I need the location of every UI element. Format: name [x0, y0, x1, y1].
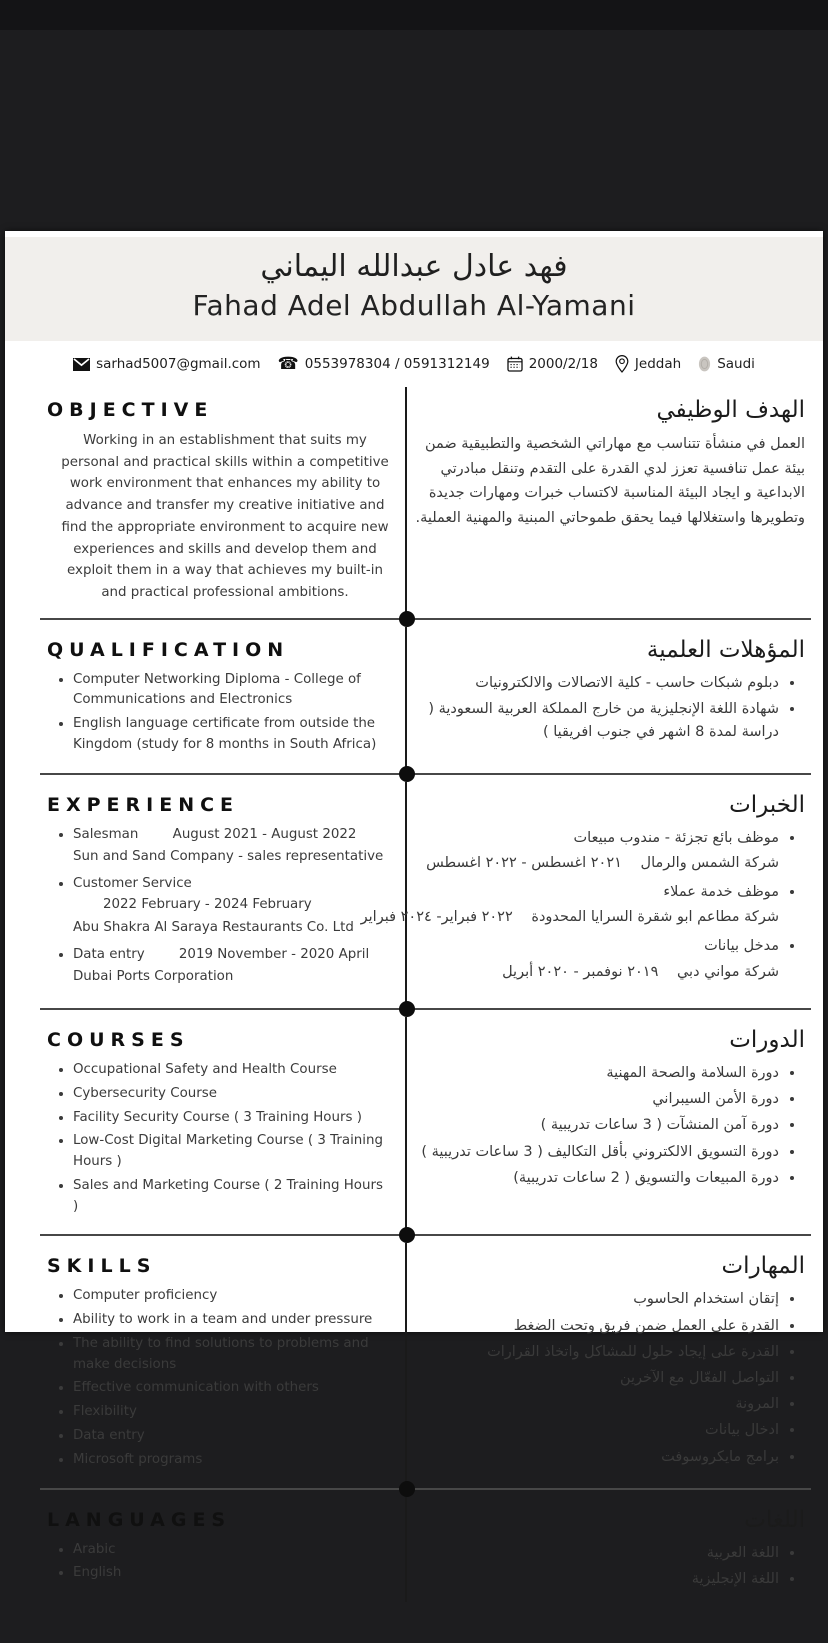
divider-dot [399, 1001, 415, 1017]
experience-title-en: EXPERIENCE [47, 793, 240, 816]
experience-role: Salesman [73, 826, 139, 842]
name-header-band [5, 237, 823, 341]
experience-date: ٢٠٢١ اغسطس - ٢٠٢٢ اغسطس [426, 854, 622, 871]
skills-title-en: SKILLS [47, 1255, 157, 1278]
skill-item: • القدرة على إيجاد حلول للمشاكل واتخاذ القرارات [415, 1341, 779, 1364]
objective-title-en: OBJECTIVE [47, 399, 214, 421]
languages-arabic [407, 1497, 823, 1602]
objective-title-ar: الهدف الوظيفي [656, 397, 805, 423]
contact-row [5, 341, 823, 387]
resume-page [5, 231, 823, 1587]
language-item: • English [73, 1563, 391, 1584]
contact-birthdate [507, 356, 598, 372]
section-experience [5, 782, 823, 1002]
skill-item: • التواصل الفعّال مع الآخرين [415, 1367, 779, 1390]
languages-title-en: LANGUAGES [47, 1508, 232, 1531]
divider-line [40, 1234, 811, 1236]
candidate-name-english: Fahad Adel Abdullah Al-Yamani [192, 288, 636, 322]
viewer-dark-background [0, 0, 828, 30]
experience-date: ٢٠٢٢ فبراير- ٢٠٢٤ فبراير [360, 909, 513, 926]
experience-company: Dubai Ports Corporation [73, 969, 234, 985]
section-divider [5, 1002, 823, 1017]
section-divider [5, 1482, 823, 1497]
experience-item [415, 827, 779, 875]
section-divider [5, 612, 823, 627]
course-item: • دورة السلامة والصحة المهنية [415, 1062, 779, 1085]
section-divider [5, 767, 823, 782]
course-item: • دورة التسويق الالكتروني بأقل التكاليف ( 3 ساعات تدريبية ) [415, 1141, 779, 1164]
skill-item: • ادخال بيانات [415, 1419, 779, 1442]
contact-phone-value: 0553978304 / 0591312149 [304, 356, 490, 372]
experience-role: Customer Service [73, 876, 192, 892]
skill-item: • Effective communication with others [73, 1378, 391, 1399]
contact-location [615, 355, 681, 373]
qualification-item: • Computer Networking Diploma - College of Communications and Electronics [73, 670, 391, 712]
courses-arabic [407, 1017, 823, 1228]
fingerprint-icon [698, 356, 711, 372]
course-item: • دورة آمن المنشآت ( 3 ساعات تدريبية ) [415, 1114, 779, 1137]
qualification-item: • English language certificate from outside the Kingdom (study for 8 months in South Africa) [73, 714, 391, 756]
qualification-arabic [407, 627, 823, 767]
contact-phone [277, 353, 490, 374]
skill-item: • إتقان استخدام الحاسوب [415, 1288, 779, 1311]
divider-dot [399, 1227, 415, 1243]
courses-title-ar: الدورات [729, 1027, 805, 1054]
experience-role: • موظف بائع تجزئة - مندوب مبيعات [573, 829, 779, 846]
candidate-name-arabic: فهد عادل عبدالله اليماني [260, 249, 568, 284]
skill-item: • Ability to work in a team and under pressure [73, 1310, 391, 1331]
language-item: • اللغة العربية [415, 1542, 779, 1565]
course-item: • دورة المبيعات والتسويق ( 2 ساعات تدريبية) [415, 1167, 779, 1190]
courses-title-en: COURSES [47, 1029, 190, 1052]
skill-item: • Microsoft programs [73, 1450, 391, 1471]
skills-arabic [407, 1243, 823, 1481]
experience-list-ar [360, 827, 805, 984]
course-item: • دورة الأمن السيبراني [415, 1088, 779, 1111]
skill-item: • Data entry [73, 1426, 391, 1447]
section-qualification [5, 627, 823, 767]
objective-arabic [407, 387, 823, 612]
experience-english [5, 782, 407, 1002]
skills-list-ar [415, 1288, 805, 1468]
section-objective [5, 387, 823, 612]
objective-text-ar: العمل في منشأة تتناسب مع مهاراتي الشخصية والتطبيقية ضمن بيئة عمل تنافسية تعزز لدي القدرة على التقدم وتنقل مبادرتي الابداعية و ايجاد البيئة المناسبة لاكتساب خبرات ومهارات جديدة وتطويرها واستغلالها فيما يحقق طموحاتي المبنية والمهنية العملية. [415, 436, 805, 526]
experience-role: • مدخل بيانات [704, 938, 779, 955]
languages-list-ar [415, 1542, 805, 1591]
section-skills [5, 1243, 823, 1481]
qualification-title-en: QUALIFICATION [47, 638, 290, 661]
qualification-english [5, 627, 407, 767]
experience-role: Data entry [73, 946, 145, 962]
skills-english [5, 1243, 407, 1481]
experience-company: شركة الشمس والرمال [640, 854, 779, 871]
skill-item: • المرونة [415, 1393, 779, 1416]
experience-role: • موظف خدمة عملاء [663, 884, 779, 901]
objective-text-en: Working in an establishment that suits my personal and practical skills within a competitive work environment that enhances my ability to advance and transfer my creative initiative and find the appropriate environment to acquire new experiences and skills and develop them and exploit them in a way that achieves my built-in and practical professional ambitions. [61, 433, 389, 600]
divider-line [40, 1008, 811, 1010]
divider-line [40, 1488, 811, 1490]
experience-date: ٢٠١٩ نوفمبر - ٢٠٢٠ أبريل [502, 963, 659, 980]
languages-list-en [47, 1540, 391, 1585]
divider-dot [399, 611, 415, 627]
qualification-item: • دبلوم شبكات حاسب - كلية الاتصالات والالكترونيات [415, 672, 779, 695]
qualification-title-ar: المؤهلات العلمية [646, 636, 805, 663]
experience-company: شركة مواني دبي [676, 963, 779, 980]
experience-item [360, 881, 779, 929]
languages-title-ar: اللغات [744, 1506, 805, 1533]
experience-item [73, 825, 391, 869]
courses-list-en [47, 1060, 391, 1217]
experience-company: Abu Shakra Al Saraya Restaurants Co. Ltd [73, 919, 354, 935]
contact-nationality-value: Saudi [717, 356, 755, 372]
language-item: • اللغة الإنجليزية [415, 1568, 779, 1591]
experience-title-ar: الخبرات [729, 791, 805, 818]
divider-line [40, 618, 811, 620]
contact-email [73, 356, 261, 372]
skill-item: • القدرة على العمل ضمن فريق وتحت الضغط [415, 1315, 779, 1338]
section-divider [5, 1228, 823, 1243]
skills-list-en [47, 1286, 391, 1470]
qualification-item: • شهادة اللغة الإنجليزية من خارج المملكة العربية السعودية ( دراسة لمدة 8 اشهر في جنوب افريقيا ) [415, 698, 779, 744]
experience-list-en [47, 825, 391, 988]
courses-list-ar [415, 1062, 805, 1190]
qualification-list-ar [415, 672, 805, 745]
experience-company: Sun and Sand Company - sales representative [73, 849, 384, 865]
divider-line [40, 773, 811, 775]
calendar-icon [507, 356, 523, 372]
experience-date: 2019 November - 2020 April [178, 946, 370, 962]
divider-dot [399, 1481, 415, 1497]
envelope-icon [73, 358, 90, 371]
experience-item [73, 945, 391, 989]
course-item: • Low-Cost Digital Marketing Course ( 3 Training Hours ) [73, 1131, 391, 1173]
skills-title-ar: المهارات [721, 1253, 805, 1280]
qualification-list-en [47, 670, 391, 756]
contact-birthdate-value: 2000/2/18 [528, 356, 598, 372]
experience-date: August 2021 - August 2022 [172, 826, 357, 842]
experience-company: شركة مطاعم ابو شقرة السرايا المحدودة [531, 909, 779, 926]
objective-english [5, 387, 407, 612]
course-item: • Occupational Safety and Health Course [73, 1060, 391, 1081]
contact-email-value: sarhad5007@gmail.com [96, 356, 261, 372]
telephone-icon: ☎ [277, 353, 299, 374]
experience-arabic [360, 782, 823, 1002]
experience-item [415, 935, 779, 983]
courses-english [5, 1017, 407, 1228]
languages-english [5, 1497, 407, 1602]
skill-item: • Flexibility [73, 1402, 391, 1423]
skill-item: • برامج مايكروسوفت [415, 1446, 779, 1469]
divider-dot [399, 766, 415, 782]
course-item: • Cybersecurity Course [73, 1084, 391, 1105]
language-item: • Arabic [73, 1540, 391, 1561]
section-languages [5, 1497, 823, 1602]
skill-item: • The ability to find solutions to problems and make decisions [73, 1334, 391, 1376]
map-pin-icon [615, 355, 629, 373]
skill-item: • Computer proficiency [73, 1286, 391, 1307]
experience-item [73, 874, 391, 938]
course-item: • Facility Security Course ( 3 Training Hours ) [73, 1108, 391, 1129]
course-item: • Sales and Marketing Course ( 2 Training Hours ) [73, 1176, 391, 1218]
experience-date: 2022 February - 2024 February [103, 896, 312, 912]
contact-location-value: Jeddah [634, 356, 682, 372]
section-courses [5, 1017, 823, 1228]
contact-nationality [698, 356, 755, 372]
